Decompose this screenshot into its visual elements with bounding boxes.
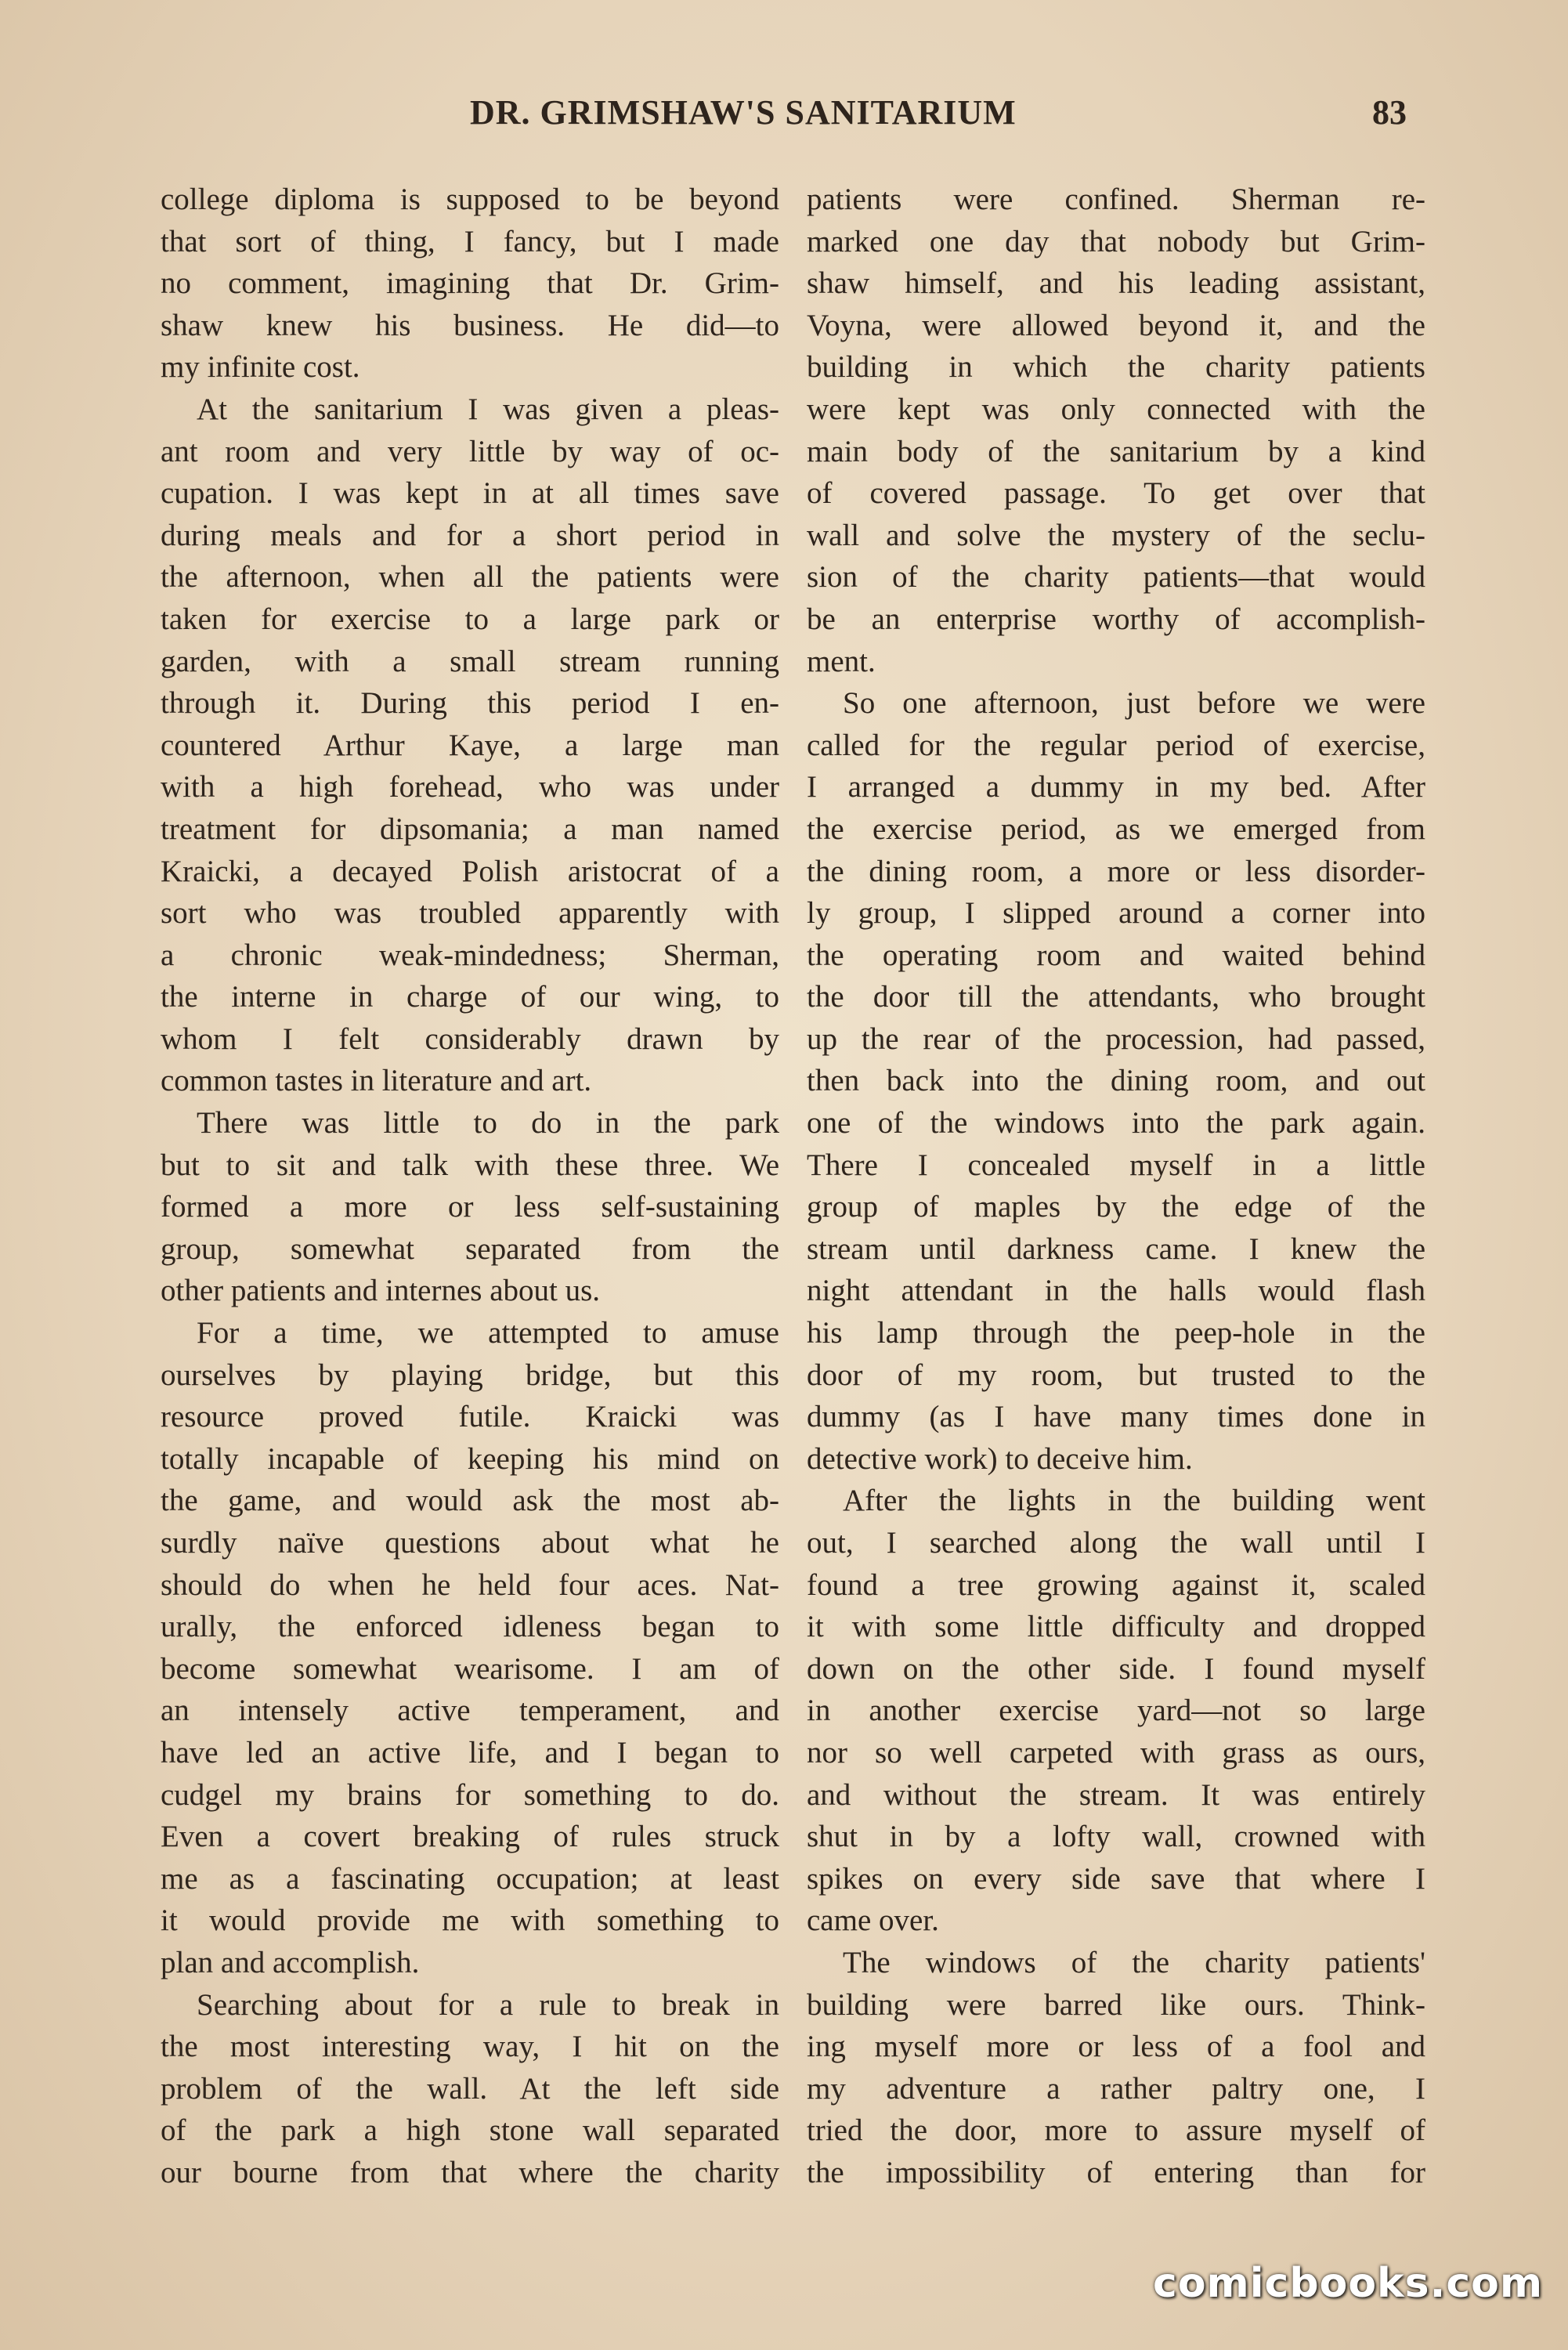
- text-line: surdly naïve questions about what he: [161, 1526, 779, 1560]
- text-line: I arranged a dummy in my bed. After: [807, 770, 1425, 804]
- text-line: wall and solve the mystery of the seclu-: [807, 518, 1425, 552]
- text-line: problem of the wall. At the left side: [161, 2071, 779, 2106]
- text-line: in another exercise yard—not so large: [807, 1694, 1425, 1728]
- text-line: shaw himself, and his leading assistant,: [807, 266, 1425, 301]
- text-line: treatment for dipsomania; a man named: [161, 812, 779, 846]
- text-line: There I concealed myself in a little: [807, 1148, 1425, 1182]
- text-line: sion of the charity patients—that would: [807, 560, 1425, 595]
- text-line: the dining room, a more or less disorder-: [807, 854, 1425, 888]
- text-line: the exercise period, as we emerged from: [807, 812, 1425, 846]
- text-line: ly group, I slipped around a corner into: [807, 896, 1425, 931]
- text-line: taken for exercise to a large park or: [161, 602, 779, 636]
- text-line: one of the windows into the park again.: [807, 1106, 1425, 1141]
- text-line: marked one day that nobody but Grim-: [807, 224, 1425, 258]
- text-line: dummy (as I have many times done in: [807, 1400, 1425, 1434]
- text-line: up the rear of the procession, had passed,: [807, 1021, 1425, 1056]
- text-line: detective work) to deceive him.: [807, 1441, 1193, 1476]
- text-line: no comment, imagining that Dr. Grim-: [161, 266, 779, 301]
- text-line: So one afternoon, just before we were: [843, 686, 1425, 721]
- text-line: become somewhat wearisome. I am of: [161, 1651, 779, 1686]
- text-line: other patients and internes about us.: [161, 1274, 601, 1308]
- text-line: it would provide me with something to: [161, 1904, 779, 1938]
- text-line: came over.: [807, 1904, 939, 1938]
- text-line: For a time, we attempted to amuse: [197, 1316, 779, 1350]
- text-line: college diploma is supposed to be beyond: [161, 183, 779, 216]
- text-line: plan and accomplish.: [161, 1945, 420, 1979]
- text-line: totally incapable of keeping his mind on: [161, 1441, 779, 1476]
- text-line: our bourne from that where the charity: [161, 2155, 779, 2189]
- text-line: There was little to do in the park: [197, 1106, 779, 1141]
- text-line: main body of the sanitarium by a kind: [807, 434, 1425, 468]
- text-line: with a high forehead, who was under: [161, 770, 779, 804]
- text-line: nor so well carpeted with grass as ours,: [807, 1735, 1425, 1770]
- text-line: whom I felt considerably drawn by: [161, 1021, 779, 1056]
- text-line: the interne in charge of our wing, to: [161, 980, 779, 1014]
- text-line: were kept was only connected with the: [807, 392, 1425, 426]
- text-line: an intensely active temperament, and: [161, 1694, 779, 1728]
- text-line: cupation. I was kept in at all times save: [161, 476, 779, 511]
- text-line: the afternoon, when all the patients were: [161, 560, 779, 595]
- text-line: the operating room and waited behind: [807, 938, 1425, 972]
- text-line: cudgel my brains for something to do.: [161, 1777, 779, 1812]
- text-line: ment.: [807, 644, 876, 678]
- text-line: After the lights in the building went: [843, 1484, 1425, 1518]
- text-line: sort who was troubled apparently with: [161, 896, 779, 931]
- text-line: down on the other side. I found myself: [807, 1651, 1425, 1686]
- text-line: building were barred like ours. Think-: [807, 1987, 1425, 2022]
- text-line: the impossibility of entering than for: [807, 2155, 1425, 2189]
- text-line: my infinite cost.: [161, 350, 360, 385]
- text-line: common tastes in literature and art.: [161, 1064, 592, 1098]
- text-line: group of maples by the edge of the: [807, 1190, 1425, 1224]
- text-line: At the sanitarium I was given a pleas-: [197, 392, 779, 426]
- text-line: shaw knew his business. He did—to: [161, 308, 779, 342]
- text-line: Searching about for a rule to break in: [197, 1987, 779, 2022]
- text-line: garden, with a small stream running: [161, 644, 779, 678]
- right-text-column: [807, 179, 1425, 2194]
- text-line: resource proved futile. Kraicki was: [161, 1400, 779, 1434]
- text-line: spikes on every side save that where I: [807, 1861, 1425, 1896]
- left-text-column: [161, 179, 779, 2194]
- text-line: then back into the dining room, and out: [807, 1064, 1425, 1098]
- text-line: building in which the charity patients: [807, 350, 1425, 385]
- text-line: a chronic weak-mindedness; Sherman,: [161, 938, 779, 972]
- text-line: Even a covert breaking of rules struck: [161, 1820, 779, 1854]
- text-line: formed a more or less self-sustaining: [161, 1190, 779, 1224]
- text-line: Voyna, were allowed beyond it, and the: [807, 308, 1425, 342]
- text-line: ing myself more or less of a fool and: [807, 2030, 1425, 2064]
- text-line: out, I searched along the wall until I: [807, 1526, 1425, 1560]
- text-line: shut in by a lofty wall, crowned with: [807, 1820, 1425, 1854]
- text-line: The windows of the charity patients': [843, 1945, 1425, 1979]
- text-line: through it. During this period I en-: [161, 686, 779, 721]
- watermark: comicbooks.com: [1153, 2260, 1544, 2307]
- text-line: urally, the enforced idleness began to: [161, 1610, 779, 1644]
- text-line: of covered passage. To get over that: [807, 476, 1425, 511]
- text-line: but to sit and talk with these three. We: [161, 1148, 779, 1182]
- text-line: my adventure a rather paltry one, I: [807, 2071, 1425, 2106]
- text-line: the most interesting way, I hit on the: [161, 2030, 779, 2064]
- text-line: that sort of thing, I fancy, but I made: [161, 224, 779, 258]
- text-line: Kraicki, a decayed Polish aristocrat of a: [161, 854, 779, 888]
- text-line: called for the regular period of exercise,: [807, 728, 1425, 762]
- text-line: stream until darkness came. I knew the: [807, 1231, 1425, 1266]
- text-line: have led an active life, and I began to: [161, 1735, 779, 1770]
- text-line: tried the door, more to assure myself of: [807, 2113, 1425, 2148]
- page-title: DR. GRIMSHAW'S SANITARIUM: [470, 93, 1017, 132]
- text-line: should do when he held four aces. Nat-: [161, 1567, 779, 1602]
- text-line: of the park a high stone wall separated: [161, 2113, 779, 2148]
- text-line: countered Arthur Kaye, a large man: [161, 728, 779, 762]
- text-line: ant room and very little by way of oc-: [161, 434, 779, 468]
- text-line: me as a fascinating occupation; at least: [161, 1861, 779, 1896]
- text-line: found a tree growing against it, scaled: [807, 1567, 1425, 1602]
- text-line: group, somewhat separated from the: [161, 1231, 779, 1266]
- text-line: be an enterprise worthy of accomplish-: [807, 602, 1425, 636]
- text-line: night attendant in the halls would flash: [807, 1274, 1425, 1308]
- text-line: patients were confined. Sherman re-: [807, 183, 1425, 216]
- text-line: ourselves by playing bridge, but this: [161, 1358, 779, 1392]
- page-number: 83: [1372, 93, 1407, 132]
- text-line: and without the stream. It was entirely: [807, 1777, 1425, 1812]
- text-line: the game, and would ask the most ab-: [161, 1484, 779, 1518]
- text-line: the door till the attendants, who brought: [807, 980, 1425, 1014]
- text-line: it with some little difficulty and dropped: [807, 1610, 1425, 1644]
- text-line: during meals and for a short period in: [161, 518, 779, 552]
- text-line: door of my room, but trusted to the: [807, 1358, 1425, 1392]
- running-head: [0, 92, 1568, 139]
- text-line: his lamp through the peep-hole in the: [807, 1316, 1425, 1350]
